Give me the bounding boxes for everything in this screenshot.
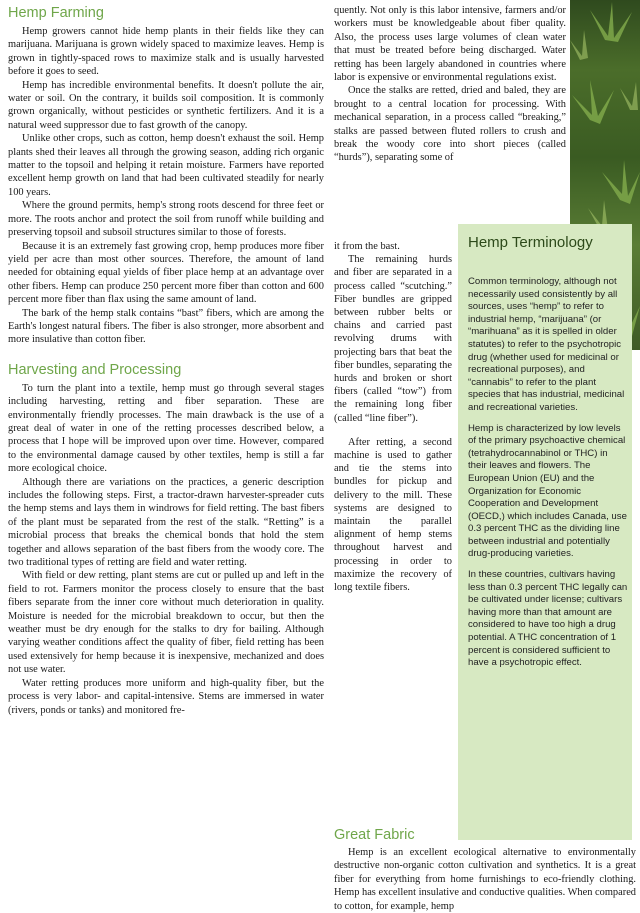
paragraph: Hemp is an excellent ecological alternative to environmentally destructive non-organic cotton cultivation and synthetics. It is a great fiber for everything from home furnishings to eco-friendly clothing. Hemp has excellent insulative and conductive qualities. When compared to cotton, for example, hemp	[334, 847, 636, 912]
heading-great-fabric: Great Fabric	[334, 827, 415, 843]
paragraph: it from the bast.	[334, 241, 400, 252]
left-column	[8, 4, 324, 717]
paragraph: With field or dew retting, plant stems are cut or pulled up and left in the field to rot. Farmers monitor the process closely to ensure that the bast fibers separate from the inner core without much deterioration in quality. Moisture is needed for the microbial breakdown to occur, but then the weather must be dry enough for the stalks to dry for bailing. Although varying weather conditions affect the quality of fiber, field retting has been used extensively for hemp because it is inexpensive, mechanized and does not use water.	[8, 570, 324, 676]
right-narrow-column	[334, 240, 452, 594]
sidebar-paragraph: Hemp is characterized by low levels of the primary psychoactive chemical (tetrahydrocannabinol or THC) in their leaves and flowers. The European Union (EU) and the Organization for Economic Cooperation and Development (OECD,) which includes Canada, use 0.3 percent THC as the dividing line between industrial and potentially drug-producing varieties.	[468, 422, 627, 560]
sidebar-paragraph: Common terminology, although not necessarily used consistently by all sources, uses “hemp” to refer to industrial hemp, “marijuana” (or “marihuana” as it is spelled in older statutes) to refer to the psychotropic drug (whether used for medicinal or recreational purposes), and “cannabis” to refer to the plant species that has industrial, medicinal and recreational varieties.	[468, 276, 625, 413]
paragraph: Water retting produces more uniform and high-quality fiber, but the process is very labor- and capital-intensive. Stems are immersed in water (rivers, ponds or tanks) and monitored fre-	[8, 677, 324, 716]
paragraph: Although there are variations on the practices, a generic description includes the following steps. First, a tractor-drawn harvester-spreader cuts the hemp stems and lays them in windrows for field retting. The bast fibers of the plant must be separated from the rest of the stalk. “Retting” is a microbial process that breaks the chemical bonds that hold the stem together and allows separation of the bast fibers from the woody core. The two traditional types of retting are field and water retting.	[8, 476, 324, 569]
paragraph: Hemp has incredible environmental benefits. It doesn't pollute the air, water or soil. On the contrary, it builds soil composition. It is commonly grown organically, without pesticides or synthetic fertilizers. And it is a natural weed suppressor due to fast growth of the canopy.	[8, 79, 324, 131]
paragraph: The remaining hurds and fiber are separated in a process called “scutching.” Fiber bundles are gripped between rubber belts or chains and carried past revolving drums with projecting bars that beat the fiber bundles, separating the hurds and broken or short fibers (called “tow”) from the remaining long fiber (called “line fiber”).	[334, 254, 452, 424]
paragraph: Hemp growers cannot hide hemp plants in their fields like they can marijuana. Marijuana is grown widely spaced to maximize leaves. Hemp is grown in tightly-spaced rows to maximize stalk and is usually harvested before it goes to seed.	[8, 26, 324, 78]
sidebar-paragraph: In these countries, cultivars having less than 0.3 percent THC legally can be cultivated under license; cultivars having more than that amount are considered to have too high a drug potential. A THC concentration of 1 percent is considered sufficient to have a psychotropic effect.	[468, 569, 628, 669]
heading-hemp-farming: Hemp Farming	[8, 5, 104, 21]
terminology-sidebar	[458, 224, 632, 840]
paragraph: Unlike other crops, such as cotton, hemp doesn't exhaust the soil. Hemp plants shed their leaves all through the growing season, adding rich organic matter to the topsoil and helping it retain moisture. Farmers have reported excellent hemp growth on land that had been cultivated steadily for nearly 100 years.	[8, 133, 324, 198]
right-column-top	[334, 4, 566, 165]
section-spacer	[8, 347, 324, 361]
paragraph-continued: quently. Not only is this labor intensive, farmers and/or workers must be knowledgeable about fiber quality. Also, the process uses large volumes of clean water that must be treated before being discharged. Water retting has been largely abandoned in countries where labor is expensive or environmental regulations exist.	[334, 5, 566, 84]
paragraph: The bark of the hemp stalk contains “bast” fibers, which are among the Earth's longest natural fibers. The fiber is also stronger, more absorbent and more insulative than cotton fiber.	[8, 307, 324, 346]
paragraph-gap	[334, 425, 452, 436]
paragraph: Where the ground permits, hemp's strong roots descend for three feet or more. The roots anchor and protect the soil from runoff while building and preserving topsoil and subsoil structures similar to those of forests.	[8, 200, 324, 239]
paragraph: Because it is an extremely fast growing crop, hemp produces more fiber yield per acre than most other sources. Therefore, the amount of land needed for obtaining equal yields of fiber place hemp at an advantage over other fibers. Hemp can produce 250 percent more fiber than cotton and 600 percent more fiber than flax using the same amount of land.	[8, 240, 324, 306]
sidebar-title: Hemp Terminology	[468, 234, 593, 251]
paragraph: To turn the plant into a textile, hemp must go through several stages including harvesting, retting and fiber separation. These are environmentally friendly processes. The main drawback is the use of a great deal of water in one of the retting processes described below, a process that I hope will be improved upon over time. However, compared to the environmental damage caused by other textiles, hemp is still a far more ecological choice.	[8, 382, 324, 475]
heading-harvesting: Harvesting and Processing	[8, 361, 182, 378]
paragraph: After retting, a second machine is used to gather and tie the stems into bundles for pickup and delivery to the mill. These systems are designed to maintain the parallel alignment of hemp stems throughout harvest and processing in order to maximize the recovery of long textile fibers.	[334, 436, 452, 594]
paragraph: Once the stalks are retted, dried and baled, they are brought to a central location for processing. With mechanical separation, in a process called “breaking,” stalks are passed between fluted rollers to crush and break the woody core into short pieces (called “hurds”), separating some of	[334, 85, 566, 164]
sidebar-body	[468, 276, 628, 678]
